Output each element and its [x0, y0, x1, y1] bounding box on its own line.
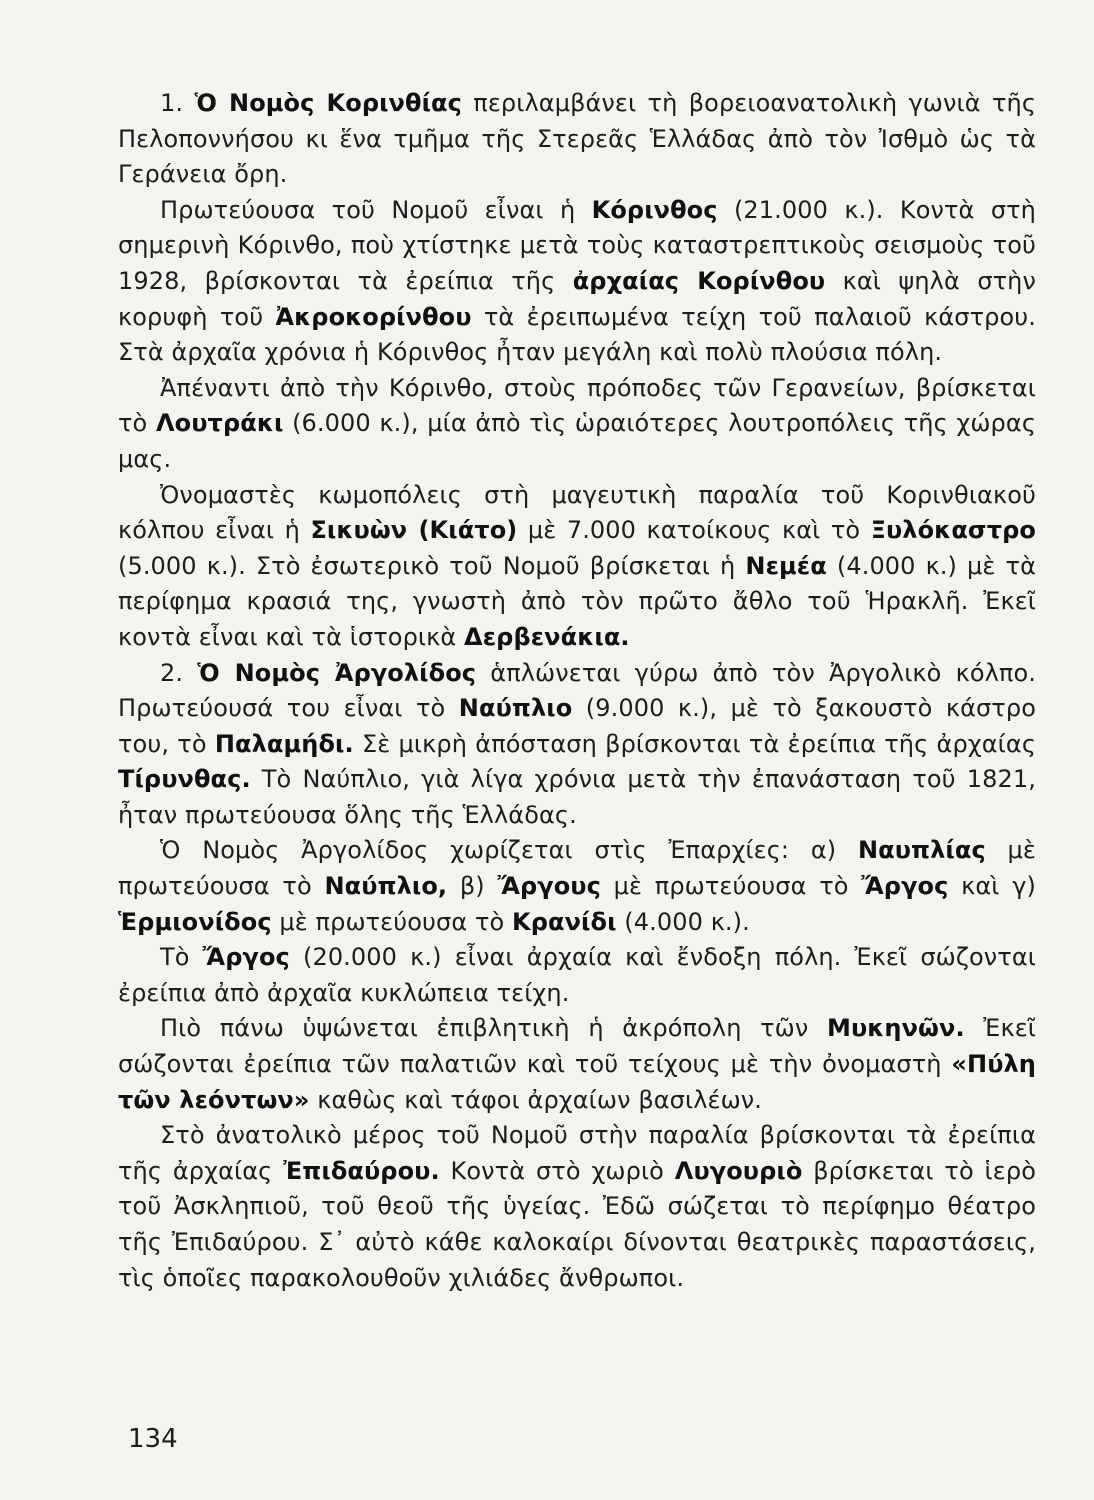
bold-term: Ναυπλίας	[857, 836, 986, 865]
bold-term: Λυγουριὸ	[674, 1156, 803, 1185]
text-run: περιλαμβάνει τὴ βορειοανατολικὴ γωνιὰ τῆς Πελοποννήσου κι ἕνα τμῆμα τῆς Στερεᾶς Ἑλλάδας ἀπὸ τὸν Ἰσθμὸ ὡς τὰ Γεράνεια ὄρη.	[118, 89, 1037, 189]
bold-term: Ὁ Νομὸς Ἀργολίδος	[197, 658, 477, 687]
body-text	[118, 86, 1036, 1296]
text-run: μὲ πρωτεύουσα τὸ	[271, 907, 513, 936]
text-run: βρίσκεται τὸ ἱερὸ τοῦ Ἀσκληπιοῦ, τοῦ θεοῦ τῆς ὑγείας. Ἐδῶ σώζεται τὸ περίφημο θέατρο τῆς Ἐπιδαύρου. Σ᾽ αὐτὸ κάθε καλοκαίρι δίνονται θεατρικὲς παραστάσεις, τὶς ὁποῖες παρακολουθοῦν χιλιάδες ἄνθρωποι.	[118, 1156, 1036, 1292]
text-run: 1.	[160, 89, 195, 117]
text-run: τὰ ἐρειπωμένα τείχη τοῦ παλαιοῦ κάστρου. Στὰ ἀρχαῖα χρόνια ἡ Κόρινθος ἦταν μεγάλη καὶ πολὺ πλούσια πόλη.	[118, 302, 1036, 367]
paragraph-1	[118, 86, 1036, 193]
page-number: 134	[128, 1424, 178, 1454]
paragraph-2	[118, 193, 1036, 371]
bold-term: Ἄργους	[497, 872, 601, 901]
bold-term: Τίρυνθας.	[118, 765, 251, 794]
text-run: Ὁ Νομὸς Ἀργολίδος χωρίζεται στὶς Ἐπαρχίες: α)	[160, 836, 858, 865]
bold-term: Δερβενάκια.	[464, 622, 630, 651]
bold-term: Ναύπλιο,	[324, 872, 448, 901]
text-run: καὶ γ)	[948, 872, 1036, 901]
text-run: καθὼς καὶ τάφοι ἀρχαίων βασιλέων.	[309, 1085, 763, 1114]
text-run: Πρωτεύουσα τοῦ Νομοῦ εἶναι ἡ	[160, 195, 592, 224]
bold-term: Ξυλόκαστρο	[870, 516, 1036, 545]
text-run: (4.000 κ.) μὲ τὰ περίφημα κρασιά της, γνωστὴ ἀπὸ τὸν πρῶτο ἄθλο τοῦ Ἡρακλῆ. Ἐκεῖ κοντὰ εἶναι καὶ τὰ ἱστορικὰ	[118, 551, 1036, 651]
bold-term: «Πύλη τῶν λεόντων»	[118, 1050, 1036, 1114]
text-run: (21.000 κ.). Κοντὰ στὴ σημερινὴ Κόρινθο, ποὺ χτίστηκε μετὰ τοὺς καταστρεπτικοὺς σεισμοὺς τοῦ 1928, βρίσκονται τὰ ἐρείπια τῆς	[118, 195, 1036, 295]
text-run: μὲ πρωτεύουσα τὸ	[600, 872, 862, 901]
bold-term: Ἄργος	[861, 872, 949, 901]
bold-term: Νεμέα	[745, 551, 827, 580]
text-run: β)	[447, 872, 498, 901]
text-run: Ἀπέναντι ἀπὸ τὴν Κόρινθο, στοὺς πρόποδες τῶν Γερανείων, βρίσκεται τὸ	[118, 373, 1036, 438]
text-run: μὲ 7.000 κατοίκους καὶ τὸ	[517, 516, 871, 545]
bold-term: Σικυὼν (Κιάτο)	[310, 516, 518, 545]
text-run: Στὸ ἀνατολικὸ μέρος τοῦ Νομοῦ στὴν παραλία βρίσκονται τὰ ἐρείπια τῆς ἀρχαίας	[118, 1121, 1036, 1185]
bold-term: Μυκηνῶν.	[826, 1014, 965, 1043]
bold-term: Κρανίδι	[512, 907, 617, 936]
text-run: Ἐκεῖ σώζονται ἐρείπια τῶν παλατιῶν καὶ τοῦ τείχους μὲ τὴν ὀνομαστὴ	[118, 1014, 1036, 1079]
text-run: Πιὸ πάνω ὑψώνεται ἐπιβλητικὴ ἡ ἀκρόπολη τῶν	[160, 1014, 827, 1043]
text-run: καὶ ψηλὰ στὴν κορυφὴ τοῦ	[118, 266, 1036, 331]
bold-term: Παλαμήδι.	[214, 729, 354, 758]
paragraph-5	[118, 656, 1036, 834]
text-run: μὲ πρωτεύουσα τὸ	[118, 836, 1036, 901]
text-run: 2.	[160, 658, 198, 687]
text-run: (20.000 κ.) εἶναι ἀρχαία καὶ ἔνδοξη πόλη. Ἐκεῖ σώζονται ἐρείπια ἀπὸ ἀρχαῖα κυκλώπεια τείχη.	[118, 943, 1036, 1007]
text-run: (5.000 κ.). Στὸ ἐσωτερικὸ τοῦ Νομοῦ βρίσκεται ἡ	[118, 551, 746, 580]
bold-term: Ἄργος	[202, 943, 290, 972]
paragraph-8	[118, 1011, 1036, 1118]
text-run: Κοντὰ στὸ χωριὸ	[439, 1156, 675, 1185]
paragraph-4	[118, 478, 1036, 656]
text-run: Τὸ Ναύπλιο, γιὰ λίγα χρόνια μετὰ τὴν ἐπανάσταση τοῦ 1821, ἦταν πρωτεύουσα ὅλης τῆς Ἑλλάδας.	[118, 765, 1036, 829]
bold-term: ἀρχαίας Κορίνθου	[572, 266, 826, 295]
text-run: Ὀνομαστὲς κωμοπόλεις στὴ μαγευτικὴ παραλία τοῦ Κορινθιακοῦ κόλπου εἶναι ἡ	[118, 480, 1036, 545]
text-run: (6.000 κ.), μία ἀπὸ τὶς ὡραιότερες λουτροπόλεις τῆς χώρας μας.	[118, 409, 1036, 473]
paragraph-3	[118, 371, 1036, 478]
paragraph-7	[118, 940, 1036, 1011]
text-run: ἁπλώνεται γύρω ἀπὸ τὸν Ἀργολικὸ κόλπο. Πρωτεύουσά του εἶναι τὸ	[118, 658, 1036, 723]
bold-term: Κόρινθος	[591, 195, 718, 224]
bold-term: Ὁ Νομὸς Κορινθίας	[194, 89, 462, 117]
text-run: (4.000 κ.).	[616, 907, 750, 936]
paragraph-9	[118, 1118, 1036, 1296]
bold-term: Ναύπλιο	[458, 694, 573, 723]
bold-term: Ἀκροκορίνθου	[275, 302, 472, 331]
paragraph-6	[118, 833, 1036, 940]
bold-term: Λουτράκι	[155, 409, 284, 438]
bold-term: Ἐπιδαύρου.	[283, 1156, 440, 1185]
text-run: (9.000 κ.), μὲ τὸ ξακουστὸ κάστρο του, τὸ	[118, 694, 1036, 758]
text-run: Τὸ	[160, 943, 203, 972]
text-run: Σὲ μικρὴ ἀπόσταση βρίσκονται τὰ ἐρείπια τῆς ἀρχαίας	[353, 729, 1037, 758]
bold-term: Ἑρμιονίδος	[118, 907, 272, 936]
